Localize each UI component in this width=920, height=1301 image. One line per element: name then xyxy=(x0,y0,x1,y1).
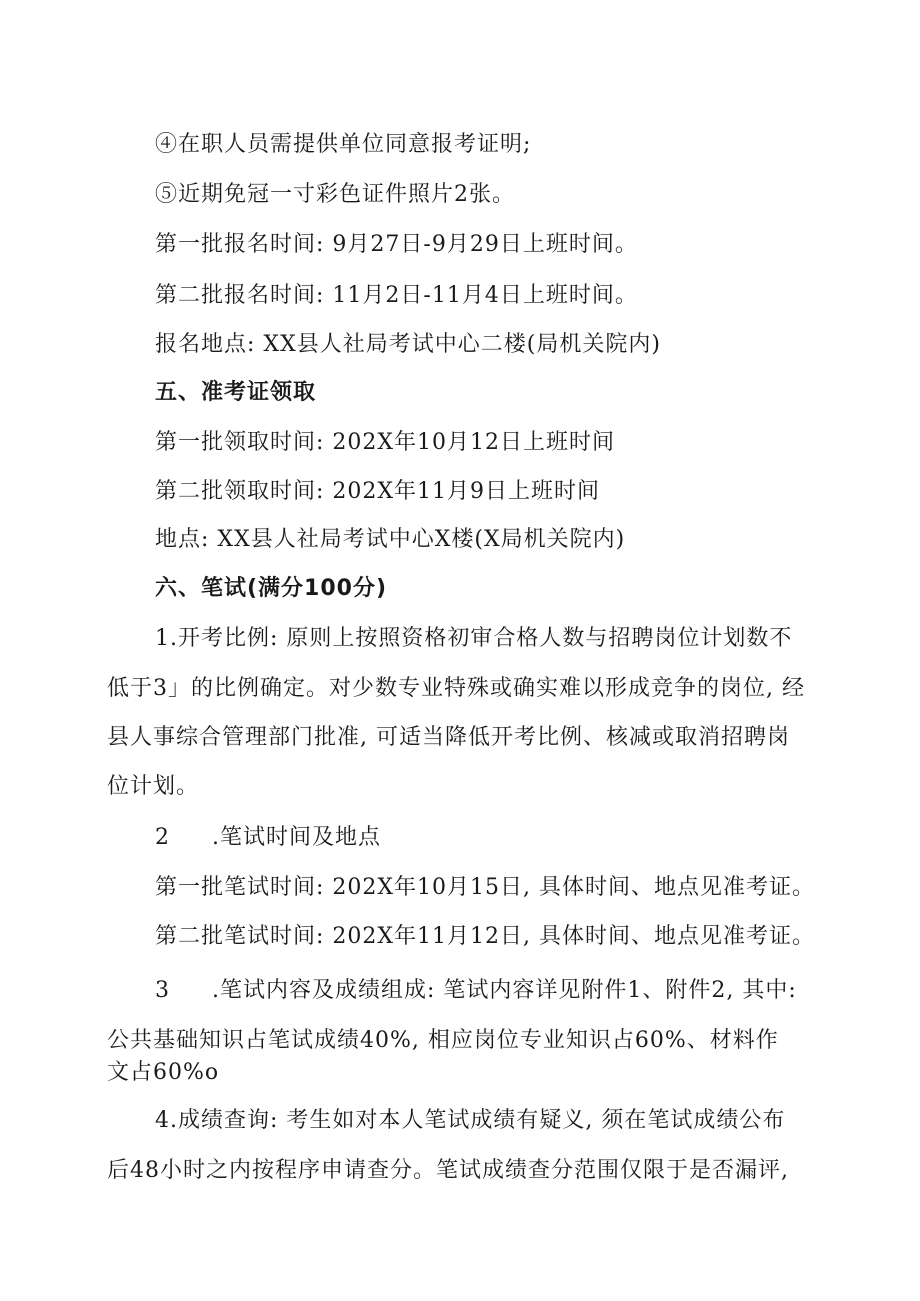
registration-time-batch-2: 第二批报名时间: 11月2日-11月4日上班时间。 xyxy=(155,283,638,308)
written-exam-batch-2: 第二批笔试时间: 202X年11月12日, 具体时间、地点见准考证。 xyxy=(155,924,816,949)
item-number-3: 3 xyxy=(155,978,170,1003)
section-heading-6: 六、笔试(满分100分) xyxy=(155,576,388,601)
requirement-item-4: ④在职人员需提供单位同意报考证明; xyxy=(155,132,532,157)
exam-content-line-2: 公共基础知识占笔试成绩40%, 相应岗位专业知识占60%、材料作 xyxy=(107,1028,779,1053)
score-inquiry-line-2: 后48小时之内按程序申请查分。笔试成绩查分范围仅限于是否漏评, xyxy=(107,1158,789,1183)
written-exam-heading: .笔试时间及地点 xyxy=(212,825,381,850)
exam-ratio-line-2: 低于3」的比例确定。对少数专业特殊或确实难以形成竞争的岗位, 经 xyxy=(107,676,805,701)
admission-pickup-batch-1: 第一批领取时间: 202X年10月12日上班时间 xyxy=(155,430,616,455)
requirement-item-5: ⑤近期免冠一寸彩色证件照片2张。 xyxy=(155,182,515,207)
item-number-2: 2 xyxy=(155,825,170,850)
admission-pickup-batch-2: 第二批领取时间: 202X年11月9日上班时间 xyxy=(155,479,601,504)
admission-pickup-location: 地点: XX县人社局考试中心X楼(X局机关院内) xyxy=(155,527,626,552)
exam-content-line-3: 文占60%o xyxy=(107,1060,220,1085)
exam-ratio-line-3: 县人事综合管理部门批准, 可适当降低开考比例、核减或取消招聘岗 xyxy=(107,725,790,750)
exam-content-line-1: .笔试内容及成绩组成: 笔试内容详见附件1、附件2, 其中: xyxy=(212,978,797,1003)
score-inquiry-line-1: 4.成绩查询: 考生如对本人笔试成绩有疑义, 须在笔试成绩公布 xyxy=(155,1108,786,1133)
registration-location: 报名地点: XX县人社局考试中心二楼(局机关院内) xyxy=(155,332,661,357)
section-heading-5: 五、准考证领取 xyxy=(155,380,317,405)
registration-time-batch-1: 第一批报名时间: 9月27日-9月29日上班时间。 xyxy=(155,232,638,257)
exam-ratio-line-4: 位计划。 xyxy=(107,774,200,799)
written-exam-batch-1: 第一批笔试时间: 202X年10月15日, 具体时间、地点见准考证。 xyxy=(155,875,816,900)
exam-ratio-line-1: 1.开考比例: 原则上按照资格初审合格人数与招聘岗位计划数不 xyxy=(155,626,793,651)
